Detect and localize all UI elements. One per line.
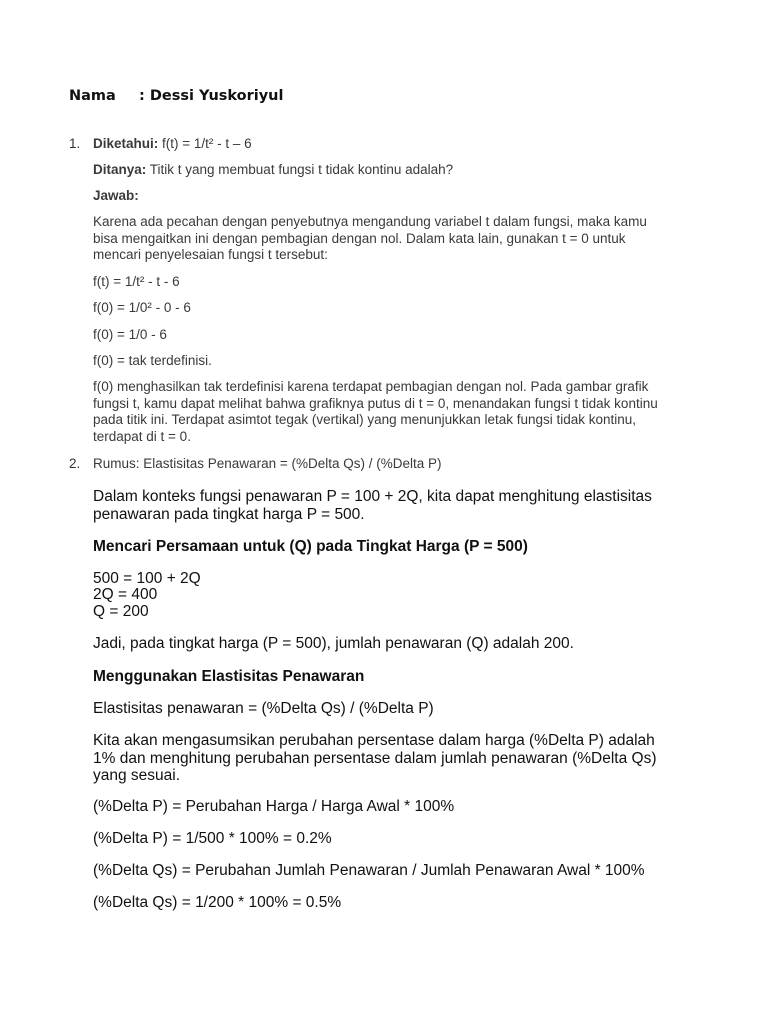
name-label: Nama (69, 88, 116, 104)
diketahui-line (93, 136, 673, 153)
q2-assumption: Kita akan mengasumsikan perubahan persentase dalam harga (%Delta P) adalah 1% dan menghitung perubahan persentase dalam jumlah penawaran (%Delta Qs) yang sesuai. (93, 732, 657, 784)
q2-rumus: Rumus: Elastisitas Penawaran = (%Delta Qs) / (%Delta P) (93, 456, 442, 471)
jawab-label: Jawab: (93, 188, 139, 203)
q2-heading-2: Menggunakan Elastisitas Penawaran (93, 668, 365, 685)
q1-step-2: f(0) = 1/0² - 0 - 6 (93, 300, 191, 315)
q2-delta-qs-calc: (%Delta Qs) = 1/200 * 100% = 0.5% (93, 894, 342, 911)
diketahui-text: f(t) = 1/t² - t – 6 (158, 136, 252, 151)
name-value: : Dessi Yuskoriyul (139, 88, 284, 104)
q1-conclusion: f(0) menghasilkan tak terdefinisi karena terdapat pembagian dengan nol. Pada gambar grafik fungsi t, kamu dapat melihat bahwa grafiknya putus di t = 0, menandakan fungsi t tidak kontinu pada titik ini. Terdapat asimtot tegak (vertikal) yang menunjukkan letak fungsi tidak kontinu, terdapat di t = 0. (93, 379, 658, 444)
q1-paragraph: Karena ada pecahan dengan penyebutnya mengandung variabel t dalam fungsi, maka kamu bisa mengaitkan ini dengan pembagian dengan nol. Dalam kata lain, gunakan t = 0 untuk mencari penyelesaian fungsi t tersebut: (93, 214, 647, 262)
q2-delta-p-formula: (%Delta P) = Perubahan Harga / Harga Awal * 100% (93, 798, 455, 815)
ditanya-label: Ditanya: (93, 162, 147, 177)
q2-formula: Elastisitas penawaran = (%Delta Qs) / (%Delta P) (93, 700, 434, 717)
q2-delta-p-calc: (%Delta P) = 1/500 * 100% = 0.2% (93, 830, 332, 847)
item-number-1: 1. (69, 136, 81, 151)
q2-equation-3: Q = 200 (93, 603, 149, 620)
q2-equation-2: 2Q = 400 (93, 586, 158, 603)
q2-equation-1: 500 = 100 + 2Q (93, 570, 201, 587)
item-number-2: 2. (69, 456, 81, 471)
q1-step-4: f(0) = tak terdefinisi. (93, 353, 212, 368)
student-name-line (69, 88, 283, 104)
q1-step-3: f(0) = 1/0 - 6 (93, 327, 167, 342)
q2-result: Jadi, pada tingkat harga (P = 500), jumlah penawaran (Q) adalah 200. (93, 635, 574, 652)
jawab-line (93, 188, 673, 205)
q2-intro: Dalam konteks fungsi penawaran P = 100 + 2Q, kita dapat menghitung elastisitas penawaran pada tingkat harga P = 500. (93, 488, 652, 523)
q2-heading-1: Mencari Persamaan untuk (Q) pada Tingkat Harga (P = 500) (93, 538, 528, 555)
q1-step-1: f(t) = 1/t² - t - 6 (93, 274, 180, 289)
q2-delta-qs-formula: (%Delta Qs) = Perubahan Jumlah Penawaran / Jumlah Penawaran Awal * 100% (93, 862, 645, 879)
diketahui-label: Diketahui: (93, 136, 159, 151)
ditanya-line (93, 162, 673, 179)
ditanya-text: Titik t yang membuat fungsi t tidak kontinu adalah? (146, 162, 454, 177)
